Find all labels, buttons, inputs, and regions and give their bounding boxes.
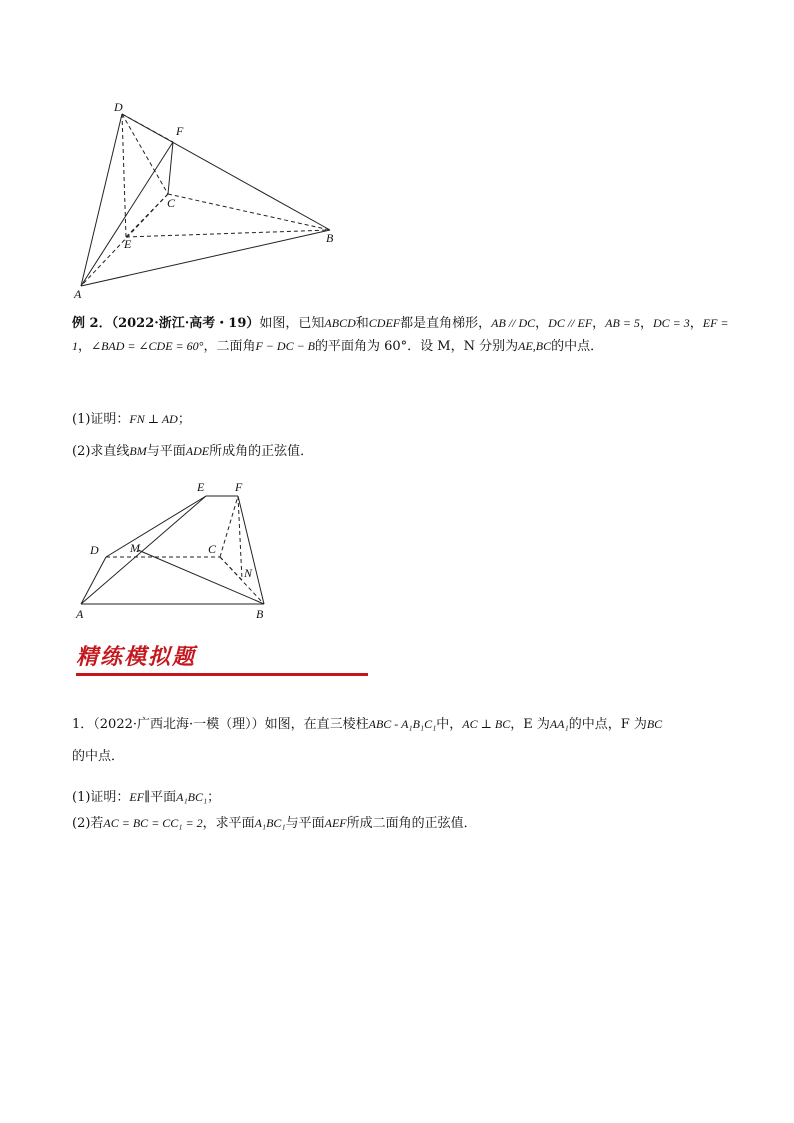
text: 的平面角为 60°．设 M，N 分别为 bbox=[315, 339, 519, 354]
fig2-label-m: M bbox=[130, 541, 140, 555]
fig2-label-d: D bbox=[90, 543, 99, 557]
math-aa1: AA₁ bbox=[549, 717, 569, 731]
fig2-label-n: N bbox=[244, 566, 253, 580]
fig2-label-a: A bbox=[76, 607, 84, 621]
section-banner bbox=[76, 640, 368, 676]
math-condition: AC = BC = CC₁ = 2 bbox=[103, 816, 203, 830]
fig2-label-e: E bbox=[197, 480, 205, 494]
text: (2)求直线 bbox=[72, 444, 130, 459]
fig1-label-b: B bbox=[326, 231, 334, 245]
math-ef1: EF = 1 bbox=[72, 316, 729, 353]
text: 的中点，F 为 bbox=[568, 717, 647, 732]
text: 1．（2022·广西北海·一模（理））如图，在直三棱柱 bbox=[72, 717, 369, 732]
text: ， bbox=[78, 339, 92, 354]
text: 和 bbox=[355, 316, 369, 331]
math-ade: ADE bbox=[185, 444, 210, 458]
math-dc-ef: DC // EF bbox=[548, 316, 593, 330]
math-bm: BM bbox=[129, 444, 147, 458]
fig1-label-c: C bbox=[167, 196, 176, 210]
problem-1-q1 bbox=[72, 786, 732, 809]
math-a1bc1: A₁BC₁ bbox=[176, 790, 208, 804]
text: (2)若 bbox=[72, 816, 104, 831]
text: 的中点． bbox=[551, 339, 604, 354]
text: 所成角的正弦值． bbox=[209, 444, 314, 459]
banner-title: 精练模拟题 bbox=[76, 644, 197, 670]
banner-underline bbox=[76, 673, 368, 676]
text: ∥平面 bbox=[144, 790, 177, 805]
example-2-tag: 例 2．（2022·浙江·高考・19） bbox=[72, 316, 260, 331]
math-cdef: CDEF bbox=[368, 316, 401, 330]
text: 都是直角梯形， bbox=[400, 316, 492, 331]
math-aef: AEF bbox=[324, 816, 347, 830]
text: ， bbox=[592, 316, 606, 331]
text: (1)证明： bbox=[72, 412, 130, 427]
problem-1-q2 bbox=[72, 812, 732, 835]
text: ，E 为 bbox=[510, 717, 550, 732]
math-ac-bc: AC ⊥ BC bbox=[462, 717, 511, 731]
fig2-label-c: C bbox=[208, 542, 217, 556]
math-angles: ∠BAD = ∠CDE = 60° bbox=[91, 339, 204, 353]
example-2-q1 bbox=[72, 408, 732, 431]
text: ，求平面 bbox=[202, 816, 255, 831]
math-bc: BC bbox=[646, 717, 663, 731]
text: 与平面 bbox=[285, 816, 325, 831]
math-ab-dc: AB // DC bbox=[491, 316, 536, 330]
math-ae-bc: AE,BC bbox=[518, 339, 552, 353]
text: 所成二面角的正弦值． bbox=[346, 816, 477, 831]
figure-1-svg bbox=[60, 90, 360, 305]
example-2-q2 bbox=[72, 440, 732, 463]
fig2-label-b: B bbox=[256, 607, 264, 621]
text: (1)证明： bbox=[72, 790, 130, 805]
fig1-label-d: D bbox=[114, 100, 123, 114]
fig1-label-f: F bbox=[176, 124, 184, 138]
text: 的中点． bbox=[72, 749, 125, 764]
math-dc3: DC = 3 bbox=[652, 316, 690, 330]
figure-1 bbox=[60, 90, 360, 305]
math-prism: ABC - A₁B₁C₁ bbox=[368, 717, 437, 731]
problem-1-statement bbox=[72, 708, 732, 773]
fig1-label-e: E bbox=[124, 237, 132, 251]
example-2-statement bbox=[72, 312, 732, 358]
fig2-label-f: F bbox=[235, 480, 243, 494]
text: ，二面角 bbox=[203, 339, 256, 354]
text: ， bbox=[535, 316, 549, 331]
math-plane-a1bc1: A₁BC₁ bbox=[254, 816, 286, 830]
math-fn-ad: FN ⊥ AD bbox=[129, 412, 178, 426]
text: 与平面 bbox=[146, 444, 186, 459]
text: 如图，已知 bbox=[259, 316, 325, 331]
text: 中， bbox=[436, 717, 463, 732]
math-abcd: ABCD bbox=[324, 316, 356, 330]
math-dihedral: F − DC − B bbox=[255, 339, 315, 353]
text: ， bbox=[689, 316, 703, 331]
figure-2 bbox=[60, 474, 290, 624]
text: ； bbox=[207, 790, 221, 805]
figure-2-svg bbox=[60, 474, 290, 624]
math-ab5: AB = 5 bbox=[605, 316, 640, 330]
text: ， bbox=[639, 316, 653, 331]
fig1-label-a: A bbox=[74, 287, 82, 301]
math-ef: EF bbox=[129, 790, 145, 804]
text: ； bbox=[177, 412, 191, 427]
